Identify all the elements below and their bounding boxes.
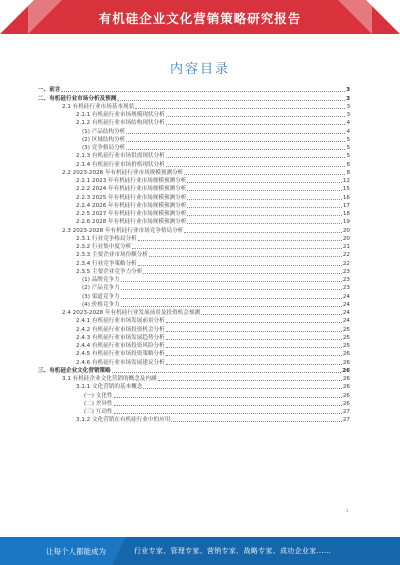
toc-entry[interactable] (38, 334, 350, 342)
toc-leader-dots (184, 232, 342, 233)
toc-entry-title: 2.1.4 有机硅行业市场价格现状分析 (76, 161, 165, 168)
toc-leader-dots (187, 207, 342, 208)
toc-leader-dots (121, 306, 342, 307)
toc-leader-dots (143, 388, 342, 389)
toc-leader-dots (126, 133, 345, 134)
toc-entry-page: 25 (342, 326, 350, 333)
toc-entry-title: 2.2.6 2028 年有机硅行业市场规模预测分析 (76, 219, 187, 226)
toc-entry-title: 2.3 2023-2028 年有机硅行业市场竞争格局分析 (62, 227, 184, 234)
toc-leader-dots (132, 248, 342, 249)
toc-entry-title: 2.3.3 主要企业市场份额分析 (76, 252, 148, 259)
report-title: 有机硅企业文化营销策略研究报告 (98, 11, 302, 26)
toc-entry-title: 2.2.1 2023 年有机硅行业市场规模预测分析 (76, 178, 187, 184)
toc-entry[interactable] (38, 86, 350, 94)
toc-entry-page: 20 (342, 235, 350, 242)
toc-entry[interactable] (38, 218, 350, 226)
page-marker: 1 (346, 508, 349, 513)
toc-entry-title: 3.1.2 文化营销在有机硅行业中的应用 (76, 417, 171, 424)
toc-leader-dots (166, 166, 346, 167)
toc-entry-page: 4 (346, 120, 350, 127)
toc-entry-page: 23 (342, 268, 350, 275)
toc-entry-page: 26 (342, 376, 350, 382)
toc-leader-dots (166, 124, 346, 125)
toc-entry[interactable] (38, 177, 350, 185)
toc-entry-title: 2.2.4 2026 年有机硅行业市场规模预测分析 (76, 202, 187, 209)
toc-entry[interactable] (38, 350, 350, 358)
toc-entry[interactable] (38, 358, 350, 366)
toc-entry-title: (2) 产品竞争力 (82, 285, 120, 292)
toc-entry-page: 16 (342, 194, 350, 201)
toc-leader-dots (166, 347, 342, 348)
toc-entry-page: 27 (342, 417, 350, 424)
toc-entry-title: 2.4.1 有机硅行业市场发展前景分析 (76, 318, 165, 325)
toc-entry[interactable] (38, 391, 350, 399)
toc-leader-dots (126, 141, 345, 142)
toc-leader-dots (121, 298, 342, 299)
toc-entry[interactable] (38, 259, 350, 267)
toc-entry-title: (三) 互动性 (84, 409, 113, 415)
toc-leader-dots (187, 215, 342, 216)
toc-entry-page: 20 (342, 227, 350, 234)
toc-entry-page: 26 (342, 351, 350, 358)
toc-leader-dots (171, 421, 342, 422)
toc-entry[interactable] (38, 292, 350, 300)
toc-entry-page: 18 (342, 211, 350, 217)
footer-band-edge (112, 537, 126, 565)
toc-entry[interactable] (38, 317, 350, 325)
toc-entry-title: 2.1.2 有机硅行业市场结构现状分析 (76, 120, 165, 127)
toc-entry-page: 22 (342, 252, 350, 259)
footer-banner (0, 537, 400, 565)
toc-entry[interactable] (38, 400, 350, 408)
toc-entry-title: 2.4.6 有机硅行业市场发展建议分析 (76, 359, 165, 366)
toc-entry[interactable] (38, 94, 350, 102)
toc-leader-dots (61, 91, 345, 92)
toc-entry-title: 2.4.2 有机硅行业市场投资机会分析 (76, 326, 165, 333)
toc-entry[interactable] (38, 185, 350, 193)
toc-entry[interactable] (38, 136, 350, 144)
toc-entry-title: (2) 区域结构分析 (82, 136, 126, 143)
toc-entry-page: 12 (342, 178, 350, 184)
toc-entry-page: 5 (346, 153, 350, 160)
toc-entry[interactable] (38, 408, 350, 416)
toc-entry-title: 二、有机硅行业市场分析及预测 (38, 95, 117, 102)
toc-entry-page: 6 (346, 161, 350, 168)
toc-entry-title: 2.4 2023-2028 年有机硅行业发展前景及投资机会预测 (62, 310, 201, 316)
toc-entry-page: 26 (342, 400, 350, 407)
toc-entry-title: 一、前言 (38, 87, 61, 94)
toc-entry-page: 26 (342, 359, 350, 366)
toc-entry-page: 3 (346, 103, 350, 110)
table-of-contents (38, 86, 350, 424)
toc-leader-dots (201, 314, 342, 315)
toc-leader-dots (112, 372, 341, 373)
toc-entry-page: 23 (342, 277, 350, 283)
toc-entry-page: 26 (342, 384, 350, 391)
toc-entry-page: 24 (342, 293, 350, 300)
toc-entry-title: (二) 差异性 (84, 400, 113, 407)
toc-entry[interactable] (38, 375, 350, 383)
toc-entry-title: 2.1.1 有机硅行业市场规模现状分析 (76, 112, 165, 118)
toc-leader-dots (166, 116, 346, 117)
toc-entry-page: 19 (342, 219, 350, 226)
toc-entry[interactable] (38, 235, 350, 243)
toc-entry-title: 2.4.5 有机硅行业市场投资策略分析 (76, 351, 165, 358)
toc-entry[interactable] (38, 251, 350, 259)
toc-entry-page: 5 (346, 136, 350, 143)
toc-entry-title: 三、有机硅企业文化营销策略 (38, 367, 111, 374)
toc-entry-title: 2.3.5 主要企业竞争力分析 (76, 268, 143, 275)
toc-entry-page: 25 (342, 334, 350, 341)
toc-leader-dots (114, 405, 342, 406)
toc-entry[interactable] (38, 210, 350, 218)
toc-entry-page: 3 (346, 112, 350, 118)
toc-entry[interactable] (38, 111, 350, 119)
toc-leader-dots (158, 380, 342, 381)
toc-entry-page: 3 (346, 87, 350, 94)
toc-entry-title: 2.2.5 2027 年有机硅行业市场规模预测分析 (76, 211, 187, 217)
footer-slogan: 让每个人都能成为 (46, 547, 106, 556)
toc-entry-page: 23 (342, 285, 350, 292)
toc-entry-title: 2.3.1 行业竞争格局分析 (76, 235, 137, 242)
toc-entry-page: 25 (342, 343, 350, 349)
toc-entry-page: 24 (342, 310, 350, 316)
toc-entry-title: 2.1.3 有机硅行业市场供需现状分析 (76, 153, 165, 160)
toc-entry[interactable] (38, 301, 350, 309)
toc-heading: 内容目录 (169, 62, 230, 77)
toc-entry[interactable] (38, 193, 350, 201)
toc-entry-title: (3) 渠道竞争力 (82, 293, 120, 300)
toc-entry-title: 3.1.1 文化营销的基本概念 (76, 384, 143, 391)
toc-entry[interactable] (38, 144, 350, 152)
toc-entry[interactable] (38, 103, 350, 111)
toc-entry-page: 4 (346, 128, 350, 135)
toc-entry-page: 26 (342, 367, 350, 374)
toc-entry-page: 26 (342, 392, 350, 399)
toc-leader-dots (114, 413, 342, 414)
toc-leader-dots (138, 240, 342, 241)
toc-entry[interactable] (38, 243, 350, 251)
toc-leader-dots (149, 256, 342, 257)
toc-entry-page: 21 (342, 244, 350, 250)
toc-entry[interactable] (38, 383, 350, 391)
toc-leader-dots (166, 339, 342, 340)
toc-entry-title: 2.2.3 2025 年有机硅行业市场规模预测分析 (76, 194, 187, 201)
toc-entry[interactable] (38, 309, 350, 317)
toc-entry[interactable] (38, 284, 350, 292)
toc-entry[interactable] (38, 226, 350, 234)
toc-entry[interactable] (38, 276, 350, 284)
toc-leader-dots (143, 273, 342, 274)
toc-leader-dots (166, 364, 342, 365)
toc-entry-page: 17 (342, 202, 350, 209)
toc-leader-dots (121, 281, 342, 282)
toc-leader-dots (166, 157, 346, 158)
toc-entry[interactable] (38, 325, 350, 333)
toc-leader-dots (184, 174, 345, 175)
toc-entry-page: 15 (342, 186, 350, 193)
toc-leader-dots (117, 100, 345, 101)
toc-leader-dots (166, 355, 342, 356)
toc-entry[interactable] (38, 416, 350, 424)
toc-entry-title: 3.1 有机硅企业文化营销的概念及内涵 (62, 376, 157, 382)
toc-entry[interactable] (38, 202, 350, 210)
header-banner (0, 0, 400, 34)
toc-leader-dots (187, 223, 342, 224)
toc-entry-page: 3 (346, 95, 350, 102)
toc-leader-dots (114, 397, 342, 398)
toc-entry[interactable] (38, 367, 350, 375)
footer-subtitle: 行业专家、管理专家、营销专家、战略专家、成功企业家…… (134, 547, 332, 555)
toc-entry-title: (3) 竞争格局分析 (82, 145, 126, 151)
toc-entry-title: 2.1 有机硅行业市场基本现状 (62, 103, 135, 110)
toc-entry[interactable] (38, 119, 350, 127)
toc-leader-dots (166, 322, 342, 323)
toc-entry-page: 22 (342, 260, 350, 267)
toc-leader-dots (187, 182, 342, 183)
toc-leader-dots (187, 190, 342, 191)
toc-entry-page: 24 (342, 301, 350, 308)
toc-entry-page: 8 (346, 169, 350, 176)
toc-leader-dots (166, 331, 342, 332)
toc-leader-dots (187, 199, 342, 200)
toc-entry-title: 2.2.2 2024 年有机硅行业市场规模预测分析 (76, 186, 187, 193)
toc-entry-page: 5 (346, 145, 350, 151)
toc-entry[interactable] (38, 342, 350, 350)
toc-entry-title: 2.3.4 行业竞争策略分析 (76, 260, 137, 267)
toc-entry-page: 24 (342, 318, 350, 325)
toc-leader-dots (126, 149, 345, 150)
toc-entry-title: 2.2 2023-2028 年有机硅行业市场规模预测分析 (62, 169, 184, 176)
toc-entry-title: 2.4.3 有机硅行业市场发展趋势分析 (76, 334, 165, 341)
toc-entry-title: 2.3.2 行业集中度分析 (76, 244, 132, 250)
toc-entry[interactable] (38, 160, 350, 168)
toc-entry[interactable] (38, 268, 350, 276)
toc-entry[interactable] (38, 127, 350, 135)
toc-entry-title: (1) 品牌竞争力 (82, 277, 120, 283)
toc-entry[interactable] (38, 169, 350, 177)
toc-leader-dots (138, 265, 342, 266)
toc-entry-title: (4) 价格竞争力 (82, 301, 120, 308)
toc-entry-title: 2.4.4 有机硅行业市场投资风险分析 (76, 343, 165, 349)
toc-entry-title: (1) 产品结构分析 (82, 128, 126, 135)
toc-leader-dots (135, 108, 345, 109)
toc-leader-dots (121, 289, 342, 290)
toc-entry[interactable] (38, 152, 350, 160)
toc-entry-page: 27 (342, 409, 350, 415)
toc-entry-title: (一) 文化性 (84, 392, 113, 399)
